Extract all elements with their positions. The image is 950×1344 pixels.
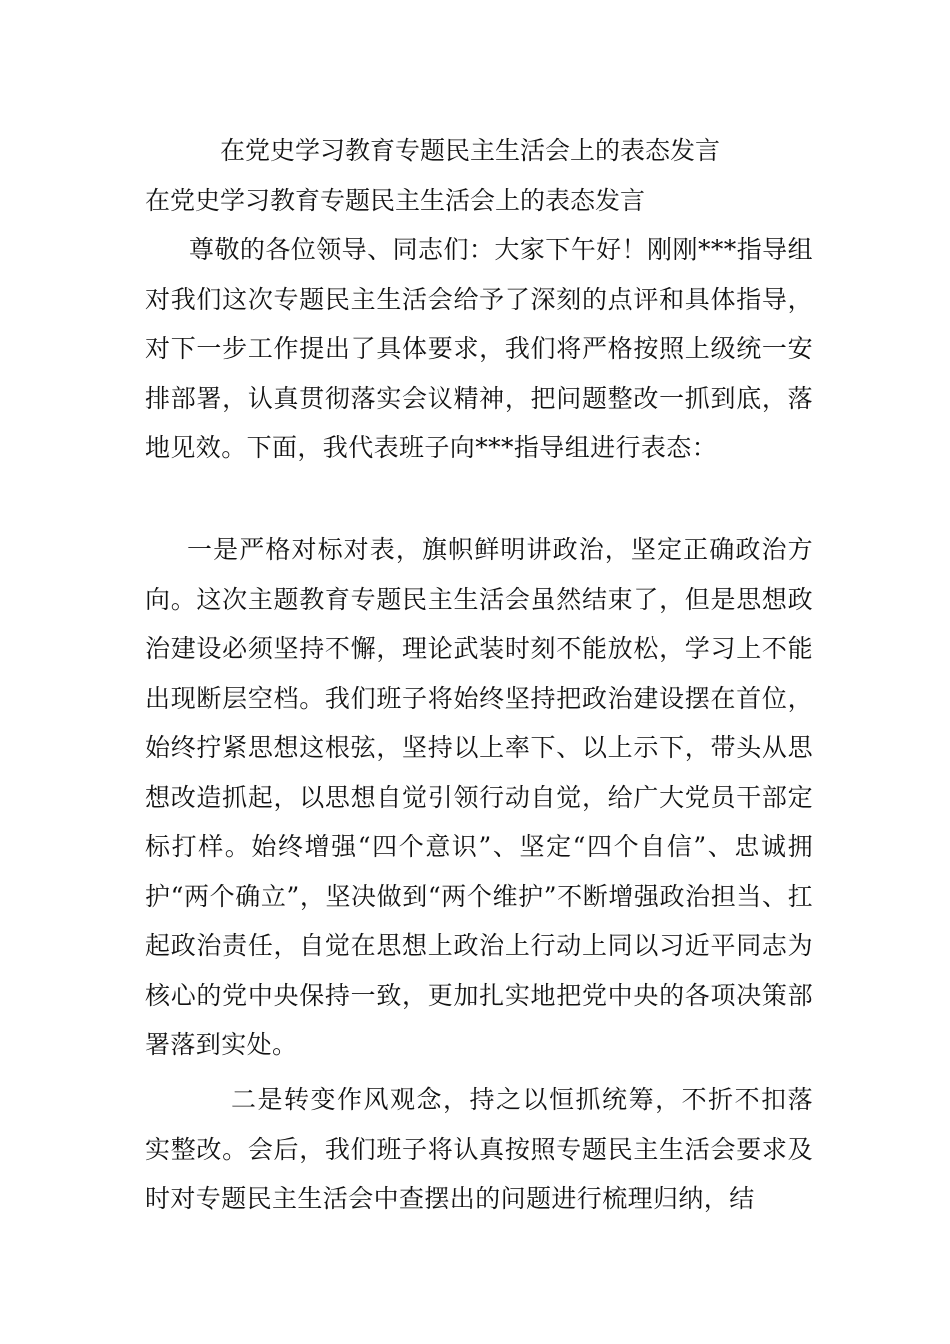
paragraph-point-two: 二是转变作风观念，持之以恒抓统筹，不折不扣落实整改。会后，我们班子将认真按照专题民主生活会要求及时对专题民主生活会中查摆出的问题进行梳理归纳，结 <box>145 1085 813 1213</box>
document-subtitle: 在党史学习教育专题民主生活会上的表态发言 <box>145 186 646 215</box>
paragraph-opening: 尊敬的各位领导、同志们：大家下午好！刚刚***指导组对我们这次专题民主生活会给予了深刻的点评和具体指导，对下一步工作提出了具体要求，我们将严格按照上级统一安排部署，认真贯彻落实会议精神，把问题整改一抓到底，落地见效。下面，我代表班子向***指导组进行表态： <box>145 235 813 462</box>
paragraph-point-one: 一是严格对标对表，旗帜鲜明讲政治，坚定正确政治方向。这次主题教育专题民主生活会虽然结束了，但是思想政治建设必须坚持不懈，理论武装时刻不能放松，学习上不能出现断层空档。我们班子将始终坚持把政治建设摆在首位，始终拧紧思想这根弦，坚持以上率下、以上示下，带头从思想改造抓起，以思想自觉引领行动自觉，给广大党员干部定标打样。始终增强“四个意识”、坚定“四个自信”、忠诚拥护“两个确立”，坚决做到“两个维护”不断增强政治担当、扛起政治责任，自觉在思想上政治上行动上同以习近平同志为核心的党中央保持一致，更加扎实地把党中央的各项决策部署落到实处。 <box>145 535 813 1059</box>
document-title: 在党史学习教育专题民主生活会上的表态发言 <box>220 136 721 165</box>
